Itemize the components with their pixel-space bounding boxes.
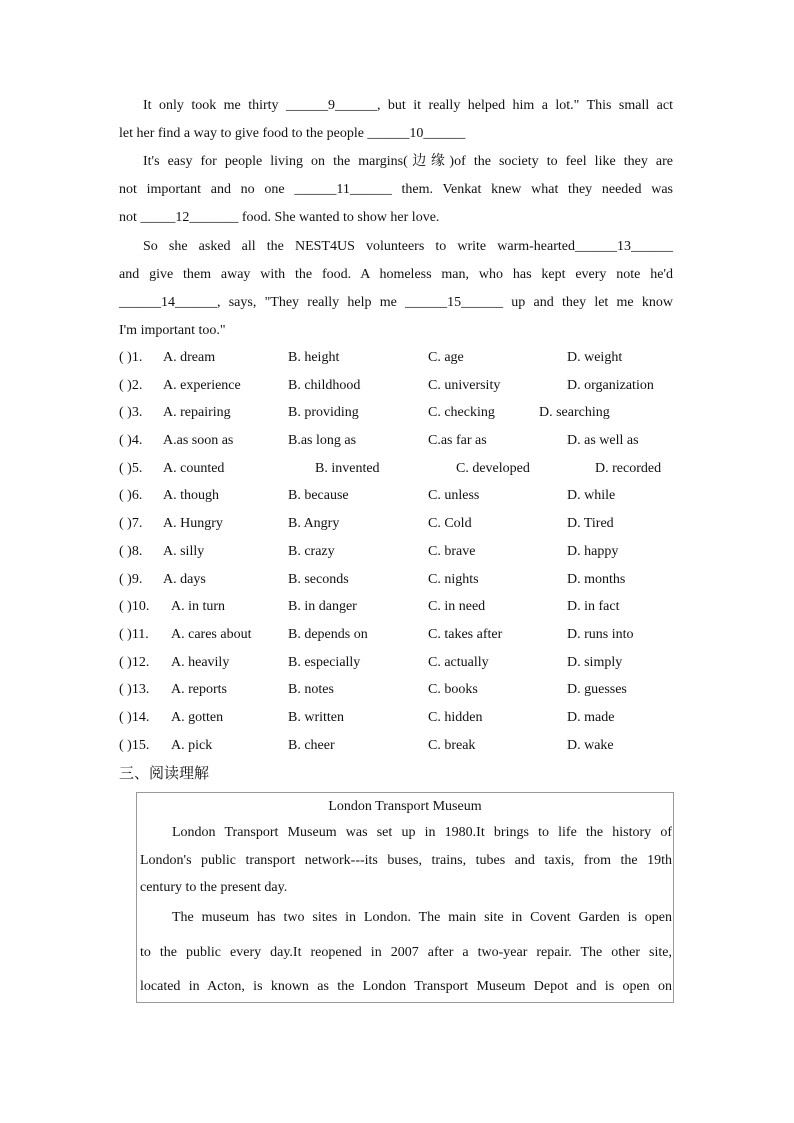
option-a: A. repairing bbox=[163, 405, 231, 421]
cloze-line: It's easy for people living on the margins(边缘)of the society to feel like they are bbox=[143, 154, 673, 169]
option-c: C. brave bbox=[428, 543, 476, 559]
option-b: B. crazy bbox=[288, 543, 335, 559]
passage-line: century to the present day. bbox=[140, 880, 288, 895]
section-heading: 三、阅读理解 bbox=[119, 764, 210, 782]
option-a: A. reports bbox=[171, 682, 227, 698]
option-c: C. university bbox=[428, 377, 501, 393]
option-b: B. Angry bbox=[288, 516, 340, 532]
option-d: D. simply bbox=[567, 654, 623, 670]
question-number[interactable]: ( )6. bbox=[119, 488, 143, 504]
option-b: B. notes bbox=[288, 682, 334, 698]
option-d: D. made bbox=[567, 709, 615, 725]
question-number[interactable]: ( )7. bbox=[119, 516, 143, 532]
option-c: C. nights bbox=[428, 571, 479, 587]
option-b: B. in danger bbox=[288, 599, 357, 615]
passage-title: London Transport Museum bbox=[328, 799, 482, 814]
option-b: B. especially bbox=[288, 654, 361, 670]
option-d: D. wake bbox=[567, 737, 614, 753]
option-c: C. developed bbox=[456, 460, 530, 476]
option-a: A.as soon as bbox=[163, 433, 234, 449]
question-number[interactable]: ( )4. bbox=[119, 433, 143, 449]
cloze-paragraph-1 bbox=[119, 92, 673, 148]
option-d: D. happy bbox=[567, 543, 619, 559]
cloze-line: let her find a way to give food to the people ______10______ bbox=[119, 126, 466, 141]
option-b: B. depends on bbox=[288, 626, 368, 642]
option-b: B.as long as bbox=[288, 433, 357, 449]
option-a: A. cares about bbox=[171, 626, 252, 642]
option-a: A. experience bbox=[163, 377, 241, 393]
option-a: A. days bbox=[163, 571, 206, 587]
option-c: C.as far as bbox=[428, 433, 487, 449]
cloze-line: So she asked all the NEST4US volunteers to write warm-hearted______13______ bbox=[143, 239, 673, 254]
option-b: B. written bbox=[288, 709, 344, 725]
option-a: A. heavily bbox=[171, 654, 230, 670]
question-row bbox=[119, 538, 719, 566]
question-row bbox=[119, 649, 719, 677]
question-number[interactable]: ( )14. bbox=[119, 709, 150, 725]
cloze-line: ______14______, says, "They really help me ______15______ up and they let me know bbox=[119, 295, 673, 310]
cloze-line: not _____12_______ food. She wanted to show her love. bbox=[119, 210, 440, 225]
question-row bbox=[119, 482, 719, 510]
option-c: C. checking bbox=[428, 405, 495, 421]
option-d: D. while bbox=[567, 488, 616, 504]
option-d: D. recorded bbox=[595, 460, 662, 476]
question-row bbox=[119, 593, 719, 621]
question-number[interactable]: ( )2. bbox=[119, 377, 143, 393]
question-number[interactable]: ( )13. bbox=[119, 682, 150, 698]
reading-passage-box bbox=[136, 792, 674, 1003]
question-row bbox=[119, 399, 719, 427]
passage-line: London Transport Museum was set up in 1980.It brings to life the history of bbox=[172, 825, 672, 840]
passage-paragraph-1 bbox=[140, 819, 672, 902]
question-number[interactable]: ( )1. bbox=[119, 350, 143, 365]
option-d: D. months bbox=[567, 571, 626, 587]
question-row bbox=[119, 704, 719, 732]
cloze-line: not important and no one ______11______ them. Venkat knew what they needed was bbox=[119, 182, 673, 197]
question-number[interactable]: ( )8. bbox=[119, 543, 143, 559]
passage-line: located in Acton, is known as the London Transport Museum Depot and is open on bbox=[140, 979, 672, 994]
question-number[interactable]: ( )10. bbox=[119, 599, 150, 615]
question-row bbox=[119, 621, 719, 649]
option-b: B. invented bbox=[315, 460, 380, 476]
option-d: D. in fact bbox=[567, 599, 620, 615]
option-d: D. guesses bbox=[567, 682, 627, 698]
option-b: B. childhood bbox=[288, 377, 361, 393]
option-c: C. Cold bbox=[428, 516, 472, 532]
option-c: C. break bbox=[428, 737, 476, 753]
option-c: C. hidden bbox=[428, 709, 483, 725]
question-number[interactable]: ( )11. bbox=[119, 626, 149, 642]
option-d: D. searching bbox=[539, 405, 610, 421]
question-row bbox=[119, 566, 719, 594]
passage-line: to the public every day.It reopened in 2007 after a two-year repair. The other site, bbox=[140, 944, 672, 960]
option-a: A. counted bbox=[163, 460, 225, 476]
passage-line: The museum has two sites in London. The main site in Covent Garden is open bbox=[172, 910, 672, 925]
option-c: C. age bbox=[428, 350, 464, 365]
option-a: A. Hungry bbox=[163, 516, 223, 532]
question-list bbox=[119, 344, 719, 759]
option-a: A. silly bbox=[163, 543, 205, 559]
option-b: B. providing bbox=[288, 405, 359, 421]
question-row bbox=[119, 455, 719, 483]
question-number[interactable]: ( )15. bbox=[119, 737, 150, 753]
passage-paragraph-2 bbox=[140, 901, 672, 1003]
option-d: D. Tired bbox=[567, 516, 614, 532]
option-a: A. dream bbox=[163, 350, 216, 365]
option-c: C. books bbox=[428, 682, 478, 698]
option-a: A. in turn bbox=[171, 599, 226, 615]
question-row bbox=[119, 344, 719, 372]
option-b: B. seconds bbox=[288, 571, 349, 587]
option-d: D. as well as bbox=[567, 433, 639, 449]
option-c: C. in need bbox=[428, 599, 486, 615]
option-d: D. runs into bbox=[567, 626, 634, 642]
question-number[interactable]: ( )3. bbox=[119, 405, 143, 421]
option-b: B. cheer bbox=[288, 737, 335, 753]
cloze-paragraph-3 bbox=[119, 233, 673, 345]
option-d: D. organization bbox=[567, 377, 654, 393]
option-c: C. actually bbox=[428, 654, 489, 670]
passage-line: London's public transport network---its buses, trains, tubes and taxis, from the 19th bbox=[140, 852, 672, 868]
question-number[interactable]: ( )12. bbox=[119, 654, 150, 670]
cloze-paragraph-2 bbox=[119, 148, 673, 232]
cloze-line: I'm important too." bbox=[119, 323, 226, 338]
question-row bbox=[119, 427, 719, 455]
option-c: C. takes after bbox=[428, 626, 503, 642]
question-number[interactable]: ( )5. bbox=[119, 460, 143, 476]
option-b: B. height bbox=[288, 350, 340, 365]
question-number[interactable]: ( )9. bbox=[119, 571, 143, 587]
option-b: B. because bbox=[288, 488, 349, 504]
question-row bbox=[119, 676, 719, 704]
option-a: A. pick bbox=[171, 737, 213, 753]
option-c: C. unless bbox=[428, 488, 480, 504]
cloze-line: It only took me thirty ______9______, but it really helped him a lot." This small act bbox=[143, 98, 673, 113]
option-a: A. gotten bbox=[171, 709, 224, 725]
question-row bbox=[119, 510, 719, 538]
question-row bbox=[119, 372, 719, 400]
option-d: D. weight bbox=[567, 350, 623, 365]
cloze-line: and give them away with the food. A homeless man, who has kept every note he'd bbox=[119, 267, 673, 282]
option-a: A. though bbox=[163, 488, 219, 504]
question-row bbox=[119, 732, 719, 760]
